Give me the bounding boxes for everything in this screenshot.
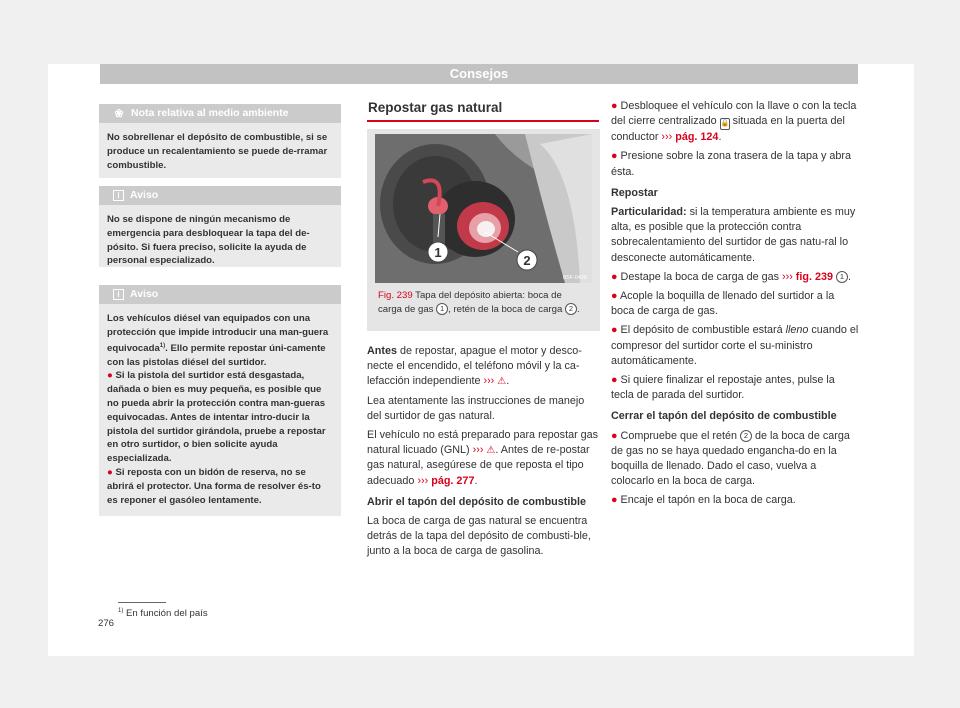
callout-1: 1 [434, 245, 442, 260]
footnote-marker: 1) [159, 342, 166, 349]
middle-column-text [367, 344, 601, 564]
ref-1: 1 [436, 303, 448, 315]
notice-box-1 [99, 186, 341, 267]
page-header: Consejos [100, 64, 858, 84]
step-press-flap: ● Presione sobre la zona trasera de la tapa y abra ésta. [611, 150, 852, 178]
notice-bullet-2: ● Si reposta con un bidón de reserva, no se abrirá el protector. Una forma de resolver és-to es reponer el gasóleo lentamente. [107, 466, 321, 506]
section-title: Repostar gas natural [368, 100, 503, 115]
step-unlock: ● Desbloquee el vehículo con la llave o con la tecla del cierre centralizado 🔒 situada en la puerta del conductor ››› pág. 124. [611, 100, 857, 144]
callout-2: 2 [523, 253, 531, 268]
step-attach-nozzle: ● Acople la boquilla de llenado del surtidor a la boca de carga de gas. [611, 290, 835, 318]
environment-note-title: Nota relativa al medio ambiente [131, 107, 289, 119]
figure-caption: Fig. 239 Tapa del depósito abierta: boca de carga de gas 1 , retén de la boca de carga 2 . [378, 290, 580, 315]
heading-refuel: Repostar [611, 186, 658, 199]
notice-title-2: Aviso [130, 288, 159, 300]
info-icon: i [113, 190, 124, 201]
particularity-paragraph: Particularidad: si la temperatura ambiente es muy alta, es posible que la protección contra sobrecalentamiento del surtidor de gas natu-ral lo desconecte automáticamente. [611, 206, 856, 264]
step-tank-full: ● El depósito de combustible estará lleno cuando el compresor del surtidor corte el su-ministro automáticamente. [611, 324, 859, 367]
notice-header-1 [99, 186, 341, 205]
heading-close-cap: Cerrar el tapón del depósito de combustible [611, 410, 837, 423]
environment-note-box [99, 104, 341, 178]
figure-label: Fig. 239 [378, 290, 413, 301]
step-fit-cap: ● Encaje el tapón en la boca de carga. [611, 494, 796, 507]
lock-key-icon: 🔒 [720, 118, 730, 130]
heading-open-cap: Abrir el tapón del depósito de combustible [367, 495, 586, 508]
notice-box-2 [99, 285, 341, 516]
notice-intro: Los vehículos diésel van equipados con una protección que impide introducir una man-guera equivocada$^{1)}$. Ello permite repostar úni-camente con las pistolas diésel del surtidor. [107, 313, 329, 368]
figure-239 [367, 129, 600, 331]
warning-icon: ⚠ [497, 376, 507, 388]
notice-title-1: Aviso [130, 189, 159, 201]
crossref-page-277[interactable]: ››› pág. 277 [417, 474, 475, 487]
right-column-text [611, 99, 860, 513]
crossref-fig-239[interactable]: ››› fig. 239 [782, 270, 834, 283]
step-stop-early: ● Si quiere finalizar el repostaje antes, pulse la tecla de parada del surtidor. [611, 374, 835, 402]
ref-2: 2 [740, 430, 752, 442]
location-paragraph: La boca de carga de gas natural se encuentra detrás de la tapa del depósito de combusti-ble, junto a la boca de carga de gasolina. [367, 515, 591, 558]
intro-paragraph: Antes de repostar, apague el motor y desco-necte el encendido, el teléfono móvil y la ca-lefacción independiente ››› ⚠. [367, 344, 601, 390]
footnote-rule [118, 602, 166, 603]
crossref-arrows[interactable]: ››› [483, 375, 495, 388]
notice-text-1: No se dispone de ningún mecanismo de emergencia para desbloquear la tapa del de-pósito. Si fuera preciso, solicite la ayuda de personal especializado. [107, 214, 310, 267]
warning-icon: ⚠ [486, 445, 496, 457]
info-icon: i [113, 289, 124, 300]
leaf-icon: ❀ [114, 107, 124, 120]
notice-bullet-1: ● Si la pistola del surtidor está desgastada, dañada o bien es muy pequeña, es posible que no pueda abrir la protección contra man-gueras equivocadas. Antes de intentar intro-ducir la pistola del surtidor girándola, pruebe a repostar en otro surtidor, o bien solicite ayuda especializada. [107, 370, 326, 465]
page-number: 276 [98, 618, 115, 629]
step-check-retainer: ● Compruebe que el retén 2 de la boca de carga de gas no se haya quedado engancha-do en la boquilla de llenado. Dado el caso, vuelva a colocarlo en la boca de carga. [611, 429, 850, 488]
ref-2: 2 [565, 303, 577, 315]
ref-1: 1 [836, 271, 848, 283]
notice-header-2 [99, 285, 341, 304]
figure-code: B5F-0428 [562, 275, 587, 281]
instructions-paragraph: Lea atentamente las instrucciones de manejo del surtidor de gas natural. [367, 394, 585, 422]
crossref-page-124[interactable]: ››› pág. 124 [661, 131, 719, 144]
fuel-door-photo [375, 134, 592, 283]
section-rule [367, 120, 599, 122]
footnote: $^{1)}$ En función del país [118, 608, 208, 620]
gnl-paragraph: El vehículo no está preparado para repostar gas natural licuado (GNL) ››› ⚠. Antes de re-postar gas natural, asegúrese de que reposta el tipo adecuado ››› pág. 277. [367, 429, 599, 487]
environment-note-header [99, 104, 341, 123]
step-uncap: ● Destape la boca de carga de gas ››› fig. 239 1 . [611, 270, 852, 283]
environment-note-text: No sobrellenar el depósito de combustible, si se produce un recalentamiento se puede de-rramar combustible. [107, 132, 328, 171]
